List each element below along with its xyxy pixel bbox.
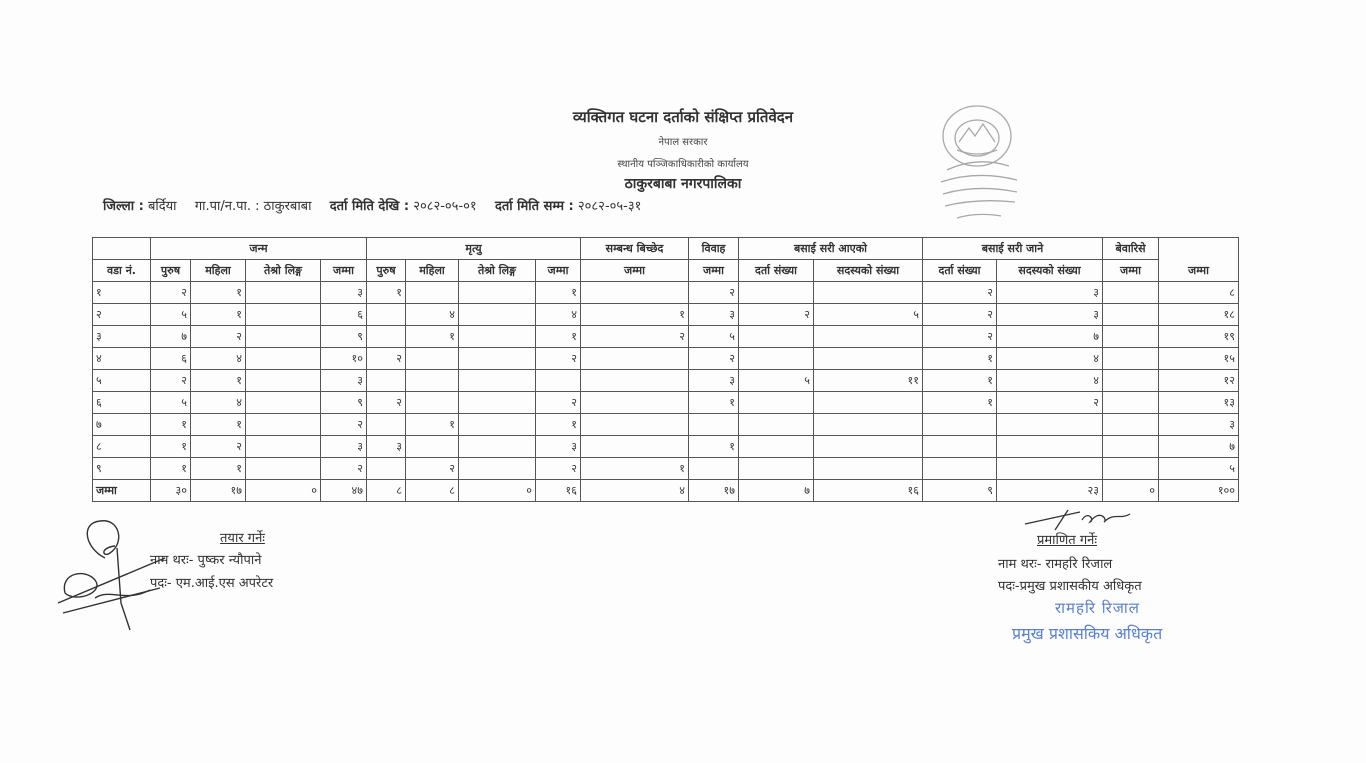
ward-cell: ५ [93, 370, 151, 392]
birth-female-cell: १ [191, 304, 246, 326]
death-third-gender-cell [459, 304, 536, 326]
migration-out-members-cell: ४ [997, 370, 1103, 392]
migration-out-members-cell [997, 414, 1103, 436]
table-row [93, 370, 1239, 392]
table-row [93, 348, 1239, 370]
birth-third-gender-cell: ० [246, 480, 321, 502]
migration-out-count-cell [923, 414, 997, 436]
office-seal-stamp [917, 98, 1037, 228]
certifier-post: पदः-प्रमुख प्रशासकीय अधिकृत [998, 579, 1142, 594]
grand-total-cell: १२ [1159, 370, 1239, 392]
death-third-gender-cell [459, 282, 536, 304]
migration-in-members-cell [814, 348, 923, 370]
death-third-gender-cell [459, 370, 536, 392]
ward-cell: ४ [93, 348, 151, 370]
death-third-gender-cell: ० [459, 480, 536, 502]
death-male-cell [367, 370, 406, 392]
grand-total-cell: १०० [1159, 480, 1239, 502]
death-total-cell: ३ [536, 436, 581, 458]
death-female-cell: १ [406, 414, 459, 436]
marriage-total-cell [689, 414, 739, 436]
marriage-total-cell: २ [689, 282, 739, 304]
migration-out-count-cell: २ [923, 282, 997, 304]
divorce-total-cell: १ [581, 304, 689, 326]
death-male-cell [367, 414, 406, 436]
unclaimed-total-cell [1103, 414, 1159, 436]
migration-in-members-cell: ५ [814, 304, 923, 326]
migration-out-count-cell: १ [923, 348, 997, 370]
birth-third-gender-cell [246, 370, 321, 392]
table-body [93, 282, 1239, 502]
death-female-cell: ४ [406, 304, 459, 326]
totals-row [93, 480, 1239, 502]
post-stamp: प्रमुख प्रशासकिय अधिकृत [1012, 624, 1163, 643]
birth-total-header: जम्मा [321, 260, 367, 282]
migration-in-members-cell: ११ [814, 370, 923, 392]
grand-total-cell: १९ [1159, 326, 1239, 348]
marriage-total-cell: १ [689, 436, 739, 458]
grand-total-cell: १८ [1159, 304, 1239, 326]
birth-female-cell: १ [191, 458, 246, 480]
table-row [93, 436, 1239, 458]
migration-in-count-cell: २ [739, 304, 814, 326]
birth-third-gender-cell [246, 282, 321, 304]
event-registration-table [92, 237, 1239, 502]
municipality-name: ठाकुरबाबा नगरपालिका [624, 176, 742, 192]
report-info-line [103, 196, 641, 214]
marriage-total-cell [689, 458, 739, 480]
death-third-gender-header: तेश्रो लिङ्ग [459, 260, 536, 282]
unclaimed-total-header: जम्मा [1103, 260, 1159, 282]
divorce-total-header: जम्मा [581, 260, 689, 282]
birth-female-cell: ४ [191, 392, 246, 414]
birth-total-cell: २ [321, 414, 367, 436]
birth-third-gender-cell [246, 436, 321, 458]
death-total-cell: २ [536, 392, 581, 414]
table-row [93, 458, 1239, 480]
unclaimed-total-cell: ० [1103, 480, 1159, 502]
marriage-total-cell: ३ [689, 304, 739, 326]
table-row [93, 282, 1239, 304]
marriage-total-cell: १७ [689, 480, 739, 502]
birth-male-cell: १ [151, 414, 191, 436]
death-third-gender-cell [459, 414, 536, 436]
divorce-total-cell [581, 348, 689, 370]
birth-total-cell: ३ [321, 436, 367, 458]
table-row [93, 414, 1239, 436]
birth-third-gender-cell [246, 458, 321, 480]
birth-total-cell: १० [321, 348, 367, 370]
death-female-cell: २ [406, 458, 459, 480]
birth-total-cell: ६ [321, 304, 367, 326]
ward-cell: ९ [93, 458, 151, 480]
death-female-cell [406, 348, 459, 370]
migration-in-group-header: बसाई सरी आएको [739, 238, 923, 260]
grand-total-cell: १५ [1159, 348, 1239, 370]
death-male-cell: ८ [367, 480, 406, 502]
death-female-cell [406, 436, 459, 458]
migration-in-members-cell [814, 392, 923, 414]
birth-female-cell: २ [191, 436, 246, 458]
migration-in-count-cell [739, 458, 814, 480]
divorce-total-cell [581, 436, 689, 458]
divorce-total-cell: ४ [581, 480, 689, 502]
migration-out-members-cell: ७ [997, 326, 1103, 348]
district-value: बर्दिया [147, 199, 177, 214]
death-third-gender-cell [459, 326, 536, 348]
divorce-total-cell [581, 282, 689, 304]
birth-total-cell: ९ [321, 326, 367, 348]
table-row [93, 326, 1239, 348]
marriage-total-cell: ५ [689, 326, 739, 348]
birth-third-gender-cell [246, 348, 321, 370]
migration-out-members-cell: ३ [997, 304, 1103, 326]
migration-in-members-cell [814, 436, 923, 458]
death-total-cell [536, 370, 581, 392]
unclaimed-total-cell [1103, 304, 1159, 326]
death-total-cell: १६ [536, 480, 581, 502]
preparer-name: नाम थरः- पुष्कर न्यौपाने [150, 553, 262, 568]
date-to-value: २०८२-०५-३१ [577, 199, 642, 214]
birth-third-gender-cell [246, 326, 321, 348]
birth-male-cell: २ [151, 370, 191, 392]
birth-female-cell: २ [191, 326, 246, 348]
date-to-label: दर्ता मिति सम्म : [494, 199, 574, 214]
sub-header-row [93, 260, 1239, 282]
birth-total-cell: ३ [321, 282, 367, 304]
birth-female-cell: १ [191, 414, 246, 436]
migration-in-count-cell [739, 348, 814, 370]
birth-male-cell: ६ [151, 348, 191, 370]
table-row [93, 304, 1239, 326]
ward-group-header [93, 238, 151, 260]
date-from-value: २०८२-०५-०१ [413, 199, 477, 214]
birth-total-cell: ९ [321, 392, 367, 414]
prepared-by-heading: तयार गर्नेः [220, 531, 265, 546]
ward-cell: १ [93, 282, 151, 304]
divorce-group-header: सम्बन्ध बिच्छेद [581, 238, 689, 260]
migration-out-members-header: सदस्यको संख्या [997, 260, 1103, 282]
migration-out-group-header: बसाई सरी जाने [923, 238, 1103, 260]
birth-female-cell: ४ [191, 348, 246, 370]
birth-female-cell: १ [191, 370, 246, 392]
local-level-value: ठाकुरबाबा [263, 199, 312, 214]
divorce-total-cell [581, 370, 689, 392]
migration-out-members-cell: २३ [997, 480, 1103, 502]
ward-cell: ७ [93, 414, 151, 436]
marriage-total-header: जम्मा [689, 260, 739, 282]
migration-in-members-header: सदस्यको संख्या [814, 260, 923, 282]
birth-male-cell: ३० [151, 480, 191, 502]
birth-total-cell: ३ [321, 370, 367, 392]
migration-in-members-cell [814, 326, 923, 348]
ward-cell: जम्मा [93, 480, 151, 502]
date-from-label: दर्ता मिति देखि : [329, 199, 410, 214]
certifier-name: नाम थरः- रामहरि रिजाल [998, 557, 1113, 572]
ward-cell: ६ [93, 392, 151, 414]
grand-total-header: जम्मा [1159, 238, 1239, 282]
migration-in-count-cell: ७ [739, 480, 814, 502]
migration-out-count-cell: १ [923, 370, 997, 392]
birth-male-cell: २ [151, 282, 191, 304]
unclaimed-total-cell [1103, 392, 1159, 414]
birth-male-cell: ५ [151, 392, 191, 414]
government-name: नेपाल सरकार [658, 137, 708, 148]
death-third-gender-cell [459, 458, 536, 480]
marriage-group-header: विवाह [689, 238, 739, 260]
migration-in-count-cell [739, 326, 814, 348]
death-total-header: जम्मा [536, 260, 581, 282]
migration-out-count-cell: २ [923, 326, 997, 348]
migration-in-count-header: दर्ता संख्या [739, 260, 814, 282]
ward-header: वडा नं. [93, 260, 151, 282]
table-row [93, 392, 1239, 414]
marriage-total-cell: ३ [689, 370, 739, 392]
certified-by-heading: प्रमाणित गर्नेः [1037, 533, 1098, 548]
migration-out-count-header: दर्ता संख्या [923, 260, 997, 282]
death-female-cell [406, 282, 459, 304]
death-male-header: पुरुष [367, 260, 406, 282]
migration-in-count-cell: ५ [739, 370, 814, 392]
birth-third-gender-cell [246, 392, 321, 414]
migration-out-members-cell [997, 458, 1103, 480]
death-male-cell [367, 458, 406, 480]
unclaimed-total-cell [1103, 326, 1159, 348]
death-female-header: महिला [406, 260, 459, 282]
migration-out-count-cell [923, 436, 997, 458]
birth-male-cell: ५ [151, 304, 191, 326]
birth-third-gender-cell [246, 414, 321, 436]
divorce-total-cell [581, 392, 689, 414]
unclaimed-total-cell [1103, 370, 1159, 392]
death-female-cell: ८ [406, 480, 459, 502]
ward-cell: ८ [93, 436, 151, 458]
preparer-post: पदः- एम.आई.एस अपरेटर [150, 576, 274, 591]
migration-out-members-cell: ३ [997, 282, 1103, 304]
birth-third-gender-header: तेश्रो लिङ्ग [246, 260, 321, 282]
migration-in-count-cell [739, 436, 814, 458]
birth-total-cell: ४७ [321, 480, 367, 502]
death-male-cell: २ [367, 348, 406, 370]
birth-male-header: पुरुष [151, 260, 191, 282]
migration-in-count-cell [739, 414, 814, 436]
birth-female-cell: १ [191, 282, 246, 304]
death-third-gender-cell [459, 348, 536, 370]
migration-in-count-cell [739, 392, 814, 414]
death-male-cell [367, 304, 406, 326]
name-stamp: रामहरि रिजाल [1055, 599, 1140, 617]
death-female-cell [406, 392, 459, 414]
death-male-cell: १ [367, 282, 406, 304]
divorce-total-cell: १ [581, 458, 689, 480]
district-label: जिल्ला : [103, 199, 144, 214]
birth-third-gender-cell [246, 304, 321, 326]
unclaimed-total-cell [1103, 348, 1159, 370]
migration-out-members-cell: ४ [997, 348, 1103, 370]
migration-out-members-cell: २ [997, 392, 1103, 414]
migration-in-count-cell [739, 282, 814, 304]
marriage-total-cell: २ [689, 348, 739, 370]
birth-total-cell: २ [321, 458, 367, 480]
grand-total-cell: ५ [1159, 458, 1239, 480]
migration-out-count-cell: ९ [923, 480, 997, 502]
death-third-gender-cell [459, 392, 536, 414]
death-male-cell [367, 326, 406, 348]
death-total-cell: १ [536, 326, 581, 348]
divorce-total-cell: २ [581, 326, 689, 348]
group-header-row [93, 238, 1239, 260]
death-total-cell: ४ [536, 304, 581, 326]
unclaimed-group-header: बेवारिसे [1103, 238, 1159, 260]
migration-in-members-cell [814, 458, 923, 480]
ward-cell: ३ [93, 326, 151, 348]
unclaimed-total-cell [1103, 436, 1159, 458]
birth-female-cell: १७ [191, 480, 246, 502]
birth-male-cell: ७ [151, 326, 191, 348]
death-third-gender-cell [459, 436, 536, 458]
grand-total-cell: १३ [1159, 392, 1239, 414]
migration-in-members-cell [814, 414, 923, 436]
grand-total-cell: ८ [1159, 282, 1239, 304]
migration-out-count-cell: २ [923, 304, 997, 326]
death-group-header: मृत्यु [367, 238, 581, 260]
death-total-cell: १ [536, 282, 581, 304]
marriage-total-cell: १ [689, 392, 739, 414]
unclaimed-total-cell [1103, 282, 1159, 304]
unclaimed-total-cell [1103, 458, 1159, 480]
birth-male-cell: १ [151, 458, 191, 480]
death-female-cell [406, 370, 459, 392]
migration-in-members-cell: १६ [814, 480, 923, 502]
death-total-cell: १ [536, 414, 581, 436]
migration-out-count-cell [923, 458, 997, 480]
birth-male-cell: १ [151, 436, 191, 458]
birth-group-header: जन्म [151, 238, 367, 260]
local-level-label: गा.पा/न.पा. : [194, 199, 260, 214]
birth-female-header: महिला [191, 260, 246, 282]
migration-out-count-cell: १ [923, 392, 997, 414]
divorce-total-cell [581, 414, 689, 436]
grand-total-cell: ७ [1159, 436, 1239, 458]
death-total-cell: २ [536, 348, 581, 370]
death-female-cell: १ [406, 326, 459, 348]
death-male-cell: २ [367, 392, 406, 414]
ward-cell: २ [93, 304, 151, 326]
grand-total-cell: ३ [1159, 414, 1239, 436]
migration-out-members-cell [997, 436, 1103, 458]
report-title: व्यक्तिगत घटना दर्ताको संक्षिप्त प्रतिवेदन [572, 108, 794, 126]
death-total-cell: २ [536, 458, 581, 480]
death-male-cell: ३ [367, 436, 406, 458]
migration-in-members-cell [814, 282, 923, 304]
office-name: स्थानीय पञ्जिकाधिकारीको कार्यालय [617, 159, 749, 170]
